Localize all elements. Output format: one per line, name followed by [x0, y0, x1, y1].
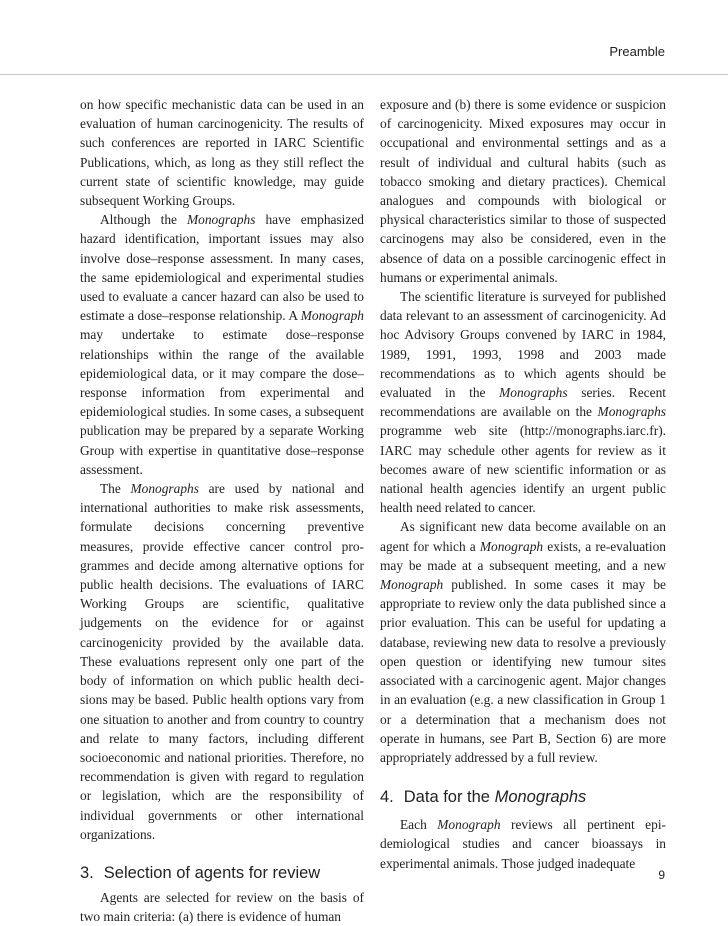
left-column	[80, 95, 364, 926]
section-heading-4	[380, 786, 666, 808]
section-title: Data for the	[403, 788, 495, 807]
italic-term: Monographs	[187, 212, 256, 228]
text-run: published. In some cases it may be appropriate to review only the data published since a prior evaluation. This can be useful for updating a database, reviewing new data to resolve a previously open question or identifying new tumour sites associated with a carcinogenic agent. Major changes in an evaluation (e.g. a new classification in Group 1 or a determination that a mechanism does not operate in humans, see Part B, Section 6) are more appropriately addressed by a full review.	[380, 577, 666, 765]
italic-term: Monograph	[300, 308, 364, 324]
paragraph-use-by-authorities	[80, 479, 364, 844]
italic-term: Monograph	[380, 577, 444, 593]
section-heading-3	[80, 862, 364, 884]
running-header: Preamble	[609, 44, 665, 59]
right-column	[380, 95, 666, 873]
paragraph-data-review	[380, 815, 666, 873]
page-number: 9	[658, 868, 665, 882]
text-run: are used by national and international authorities to make risk assessments, formulate decisions concerning preventive measures, provide effective cancer control programmes and decide among alternative options for public health decisions. The evaluations of IARC Working Groups are scientific, qualitative judgements on the evidence for or against carcinogenicity provided by the available data. These evaluations represent only one part of the body of information on which public health decisions may be based. Public health options vary from one situation to another and from country to country and relate to many factors, including different socioeconomic and national priorities. Therefore, no recommendation is given with regard to regulation or legislation, which are the responsibility of individual governments or other international organizations.	[80, 481, 364, 842]
text-run: reviews all pertinent epidemiological studies and cancer bioassays in experimental animals. Those judged inadequate	[380, 817, 667, 871]
text-run: series. Recent recommendations are available on the	[380, 385, 666, 420]
text-run: Each	[400, 817, 438, 833]
paragraph-exposure-criteria: exposure and (b) there is some evidence or suspicion of carcinogenicity. Mixed exposures may occur in occupational and environmental settings and as a result of individual and cultural habits (such as tobacco smoking and dietary practices). Chemical analogues and compounds with biological or physical characteristics similar to those of suspected carcinogens may also be considered, even in the absence of data on a possible carcinogenic effect in humans or experimental animals.	[380, 97, 666, 285]
italic-term: Monograph	[479, 538, 544, 554]
text-run: exists, a re-evaluation may be made at a subsequent meeting, and a new	[380, 538, 666, 573]
italic-term: Monographs	[597, 404, 666, 420]
paragraph-re-evaluation	[380, 517, 666, 767]
section-title: Selection of agents for review	[103, 863, 321, 882]
text-run: As significant new data become available on an agent for which a	[380, 519, 666, 554]
paragraph-dose-response	[80, 210, 364, 479]
text-run: have emphasized hazard identification, important issues may also involve dose–response assessment. In many cases, the same epidemiological and experimental studies used to evaluate a cancer hazard can also be used to estimate a dose–response relationship. A	[80, 212, 364, 324]
section-number: 3.	[80, 863, 94, 882]
paragraph-selection-criteria: Agents are selected for review on the basis of two main criteria: (a) there is evidence of human	[80, 889, 364, 925]
section-title-italic: Monographs	[494, 788, 587, 807]
paragraph-literature-survey	[380, 287, 666, 517]
italic-term: Monographs	[499, 385, 568, 401]
text-run: The	[100, 481, 131, 497]
text-run: The scientific literature is surveyed for published data relevant to an assessment of carcinogenicity. Ad hoc Advisory Groups convened by IARC in 1984, 1989, 1991, 1993, 1998 and 2003 made recommendations as to which agents should be evaluated in the	[380, 289, 666, 401]
text-run: Although the	[100, 212, 187, 228]
italic-term: Monographs	[130, 481, 199, 497]
text-run: programme web site (http://monographs.iarc.fr). IARC may schedule other agents for review as it becomes aware of new scientific information or as national health agencies identify an urgent public health need related to cancer.	[380, 423, 666, 516]
paragraph-mechanistic-data: on how specific mechanistic data can be used in an evaluation of human carcinogenicity. The results of such conferences are reported in IARC Scientific Publications, which, as long as they still reflect the current state of scientific knowledge, may guide subsequent Working Groups.	[80, 97, 364, 209]
header-divider	[0, 74, 728, 75]
text-run: may undertake to estimate dose–response relationships within the range of the available epidemiological data, or it may compare the dose–response information from experimental and epidemiological studies. In some cases, a subsequent publication may be prepared by a separate Working Group with expertise in quantitative dose–response assessment.	[80, 327, 364, 477]
italic-term: Monograph	[437, 817, 501, 833]
section-number: 4.	[380, 788, 394, 807]
